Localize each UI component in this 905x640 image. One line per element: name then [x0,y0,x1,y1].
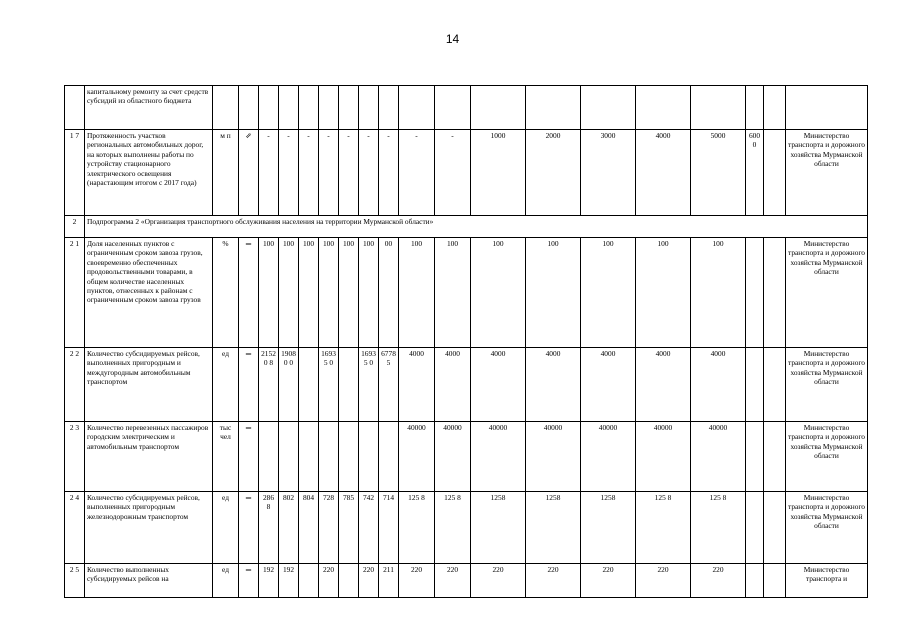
value-cell: 4000 [636,130,691,216]
value-cell [279,86,299,130]
value-cell: 100 [581,238,636,348]
value-cell: 1258 [471,492,526,564]
row-number: 2 1 [65,238,85,348]
table-row [65,422,868,492]
value-cell [746,86,764,130]
value-cell: 40000 [435,422,471,492]
value-cell: - [379,130,399,216]
value-cell [299,422,319,492]
value-cell [299,86,319,130]
value-cell: - [339,130,359,216]
value-cell: 220 [636,564,691,598]
table-row [65,86,868,130]
value-cell [581,86,636,130]
indicator-name: Количество субсидируемых рейсов, выполненных пригородным и междугородным автомобильным транспортом [85,348,213,422]
unit-cell: ед [213,492,239,564]
value-cell [339,86,359,130]
value-cell [764,422,786,492]
value-cell: 220 [471,564,526,598]
value-cell: 16935 0 [359,348,379,422]
value-cell: 5000 [691,130,746,216]
value-cell: 100 [299,238,319,348]
value-cell: 100 [526,238,581,348]
value-cell: 1258 [526,492,581,564]
value-cell: 19080 0 [279,348,299,422]
value-cell [379,86,399,130]
value-cell [764,86,786,130]
value-cell: 100 [279,238,299,348]
value-cell: 1000 [471,130,526,216]
value-cell: 714 [379,492,399,564]
responsible-cell: Министерство транспорта и дорожного хозяйства Мурманской области [786,238,868,348]
value-cell: - [259,130,279,216]
table-row [65,564,868,598]
value-cell [746,492,764,564]
value-cell: 4000 [581,348,636,422]
value-cell: 220 [399,564,435,598]
value-cell [319,86,339,130]
table-row [65,130,868,216]
direction-cell: ═ [239,492,259,564]
value-cell [746,348,764,422]
value-cell: 220 [526,564,581,598]
value-cell [691,86,746,130]
indicator-name: Протяженность участков региональных автомобильных дорог, на которых выполнены работы по устройству стационарного электрического освещения (нарастающим итогом с 2017 года) [85,130,213,216]
value-cell: 40000 [471,422,526,492]
responsible-cell: Министерство транспорта и дорожного хозяйства Мурманской области [786,492,868,564]
value-cell: 6778 5 [379,348,399,422]
value-cell: 100 [339,238,359,348]
value-cell [359,422,379,492]
row-number: 2 5 [65,564,85,598]
value-cell: 40000 [691,422,746,492]
value-cell: 4000 [691,348,746,422]
unit-cell: ед [213,564,239,598]
value-cell [636,86,691,130]
value-cell: 286 8 [259,492,279,564]
value-cell: 785 [339,492,359,564]
row-number: 2 4 [65,492,85,564]
value-cell: 192 [279,564,299,598]
indicator-name: Количество субсидируемых рейсов, выполненных пригородным железнодорожным транспортом [85,492,213,564]
value-cell: 6000 [746,130,764,216]
responsible-cell: Министерство транспорта и [786,564,868,598]
indicator-name: капитальному ремонту за счет средств субсидий из областного бюджета [85,86,213,130]
value-cell: - [299,130,319,216]
value-cell: - [399,130,435,216]
value-cell: 220 [319,564,339,598]
section-title: Подпрограмма 2 «Организация транспортного обслуживания населения на территории Мурманской области» [85,216,868,238]
value-cell: 40000 [636,422,691,492]
value-cell: 125 8 [636,492,691,564]
responsible-cell: Министерство транспорта и дорожного хозяйства Мурманской области [786,422,868,492]
unit-cell: м п [213,130,239,216]
value-cell: 220 [691,564,746,598]
value-cell [339,422,359,492]
value-cell [299,564,319,598]
value-cell: 804 [299,492,319,564]
responsible-cell [786,86,868,130]
value-cell [764,492,786,564]
direction-cell [239,86,259,130]
value-cell: 100 [359,238,379,348]
responsible-cell: Министерство транспорта и дорожного хозяйства Мурманской области [786,348,868,422]
value-cell: 1258 [581,492,636,564]
direction-cell: ═ [239,564,259,598]
value-cell: 125 8 [691,492,746,564]
value-cell: 4000 [526,348,581,422]
value-cell: 220 [435,564,471,598]
value-cell [764,130,786,216]
direction-cell: ⇗ [239,130,259,216]
table-row [65,238,868,348]
value-cell [746,422,764,492]
row-number: 1 7 [65,130,85,216]
value-cell [279,422,299,492]
direction-cell: ═ [239,238,259,348]
value-cell: 742 [359,492,379,564]
value-cell [399,86,435,130]
row-number: 2 2 [65,348,85,422]
unit-cell: тыс чел [213,422,239,492]
value-cell: - [359,130,379,216]
indicators-table [64,85,868,598]
value-cell: 125 8 [399,492,435,564]
row-number: 2 [65,216,85,238]
row-number: 2 3 [65,422,85,492]
value-cell: 728 [319,492,339,564]
value-cell: 16935 0 [319,348,339,422]
direction-cell: ═ [239,422,259,492]
value-cell: 4000 [435,348,471,422]
indicator-name: Количество перевезенных пассажиров городским электрическим и автомобильным транспортом [85,422,213,492]
value-cell: 125 8 [435,492,471,564]
value-cell [359,86,379,130]
value-cell [339,348,359,422]
value-cell: 00 [379,238,399,348]
value-cell [319,422,339,492]
value-cell [764,238,786,348]
value-cell: 100 [636,238,691,348]
value-cell: 100 [319,238,339,348]
value-cell: 220 [581,564,636,598]
unit-cell: % [213,238,239,348]
value-cell: 4000 [636,348,691,422]
value-cell [471,86,526,130]
value-cell: 40000 [399,422,435,492]
value-cell [764,564,786,598]
value-cell: 100 [471,238,526,348]
indicator-name: Количество выполненных субсидируемых рейсов на [85,564,213,598]
value-cell: - [435,130,471,216]
value-cell: 3000 [581,130,636,216]
value-cell [764,348,786,422]
value-cell [526,86,581,130]
value-cell: 220 [359,564,379,598]
value-cell [746,238,764,348]
value-cell [259,422,279,492]
table-row [65,216,868,238]
unit-cell [213,86,239,130]
value-cell: 100 [435,238,471,348]
value-cell: 100 [259,238,279,348]
responsible-cell: Министерство транспорта и дорожного хозяйства Мурманской области [786,130,868,216]
value-cell: 4000 [471,348,526,422]
value-cell: - [319,130,339,216]
value-cell [435,86,471,130]
value-cell [339,564,359,598]
value-cell: 100 [691,238,746,348]
value-cell: 802 [279,492,299,564]
value-cell: 4000 [399,348,435,422]
value-cell: 100 [399,238,435,348]
value-cell [259,86,279,130]
value-cell: 21520 8 [259,348,279,422]
value-cell: 40000 [581,422,636,492]
value-cell: 2000 [526,130,581,216]
value-cell: - [279,130,299,216]
table-row [65,348,868,422]
unit-cell: ед [213,348,239,422]
value-cell: 40000 [526,422,581,492]
value-cell [379,422,399,492]
table-row [65,492,868,564]
indicator-name: Доля населенных пунктов с ограниченным сроком завоза грузов, своевременно обеспеченных продовольственными товарами, в общем количестве населенных пунктов, отнесенных к районам с ограниченным сроком завоза грузов [85,238,213,348]
value-cell [746,564,764,598]
value-cell: 192 [259,564,279,598]
direction-cell: ═ [239,348,259,422]
value-cell: 211 [379,564,399,598]
page-number: 14 [445,32,460,46]
value-cell [299,348,319,422]
row-number [65,86,85,130]
